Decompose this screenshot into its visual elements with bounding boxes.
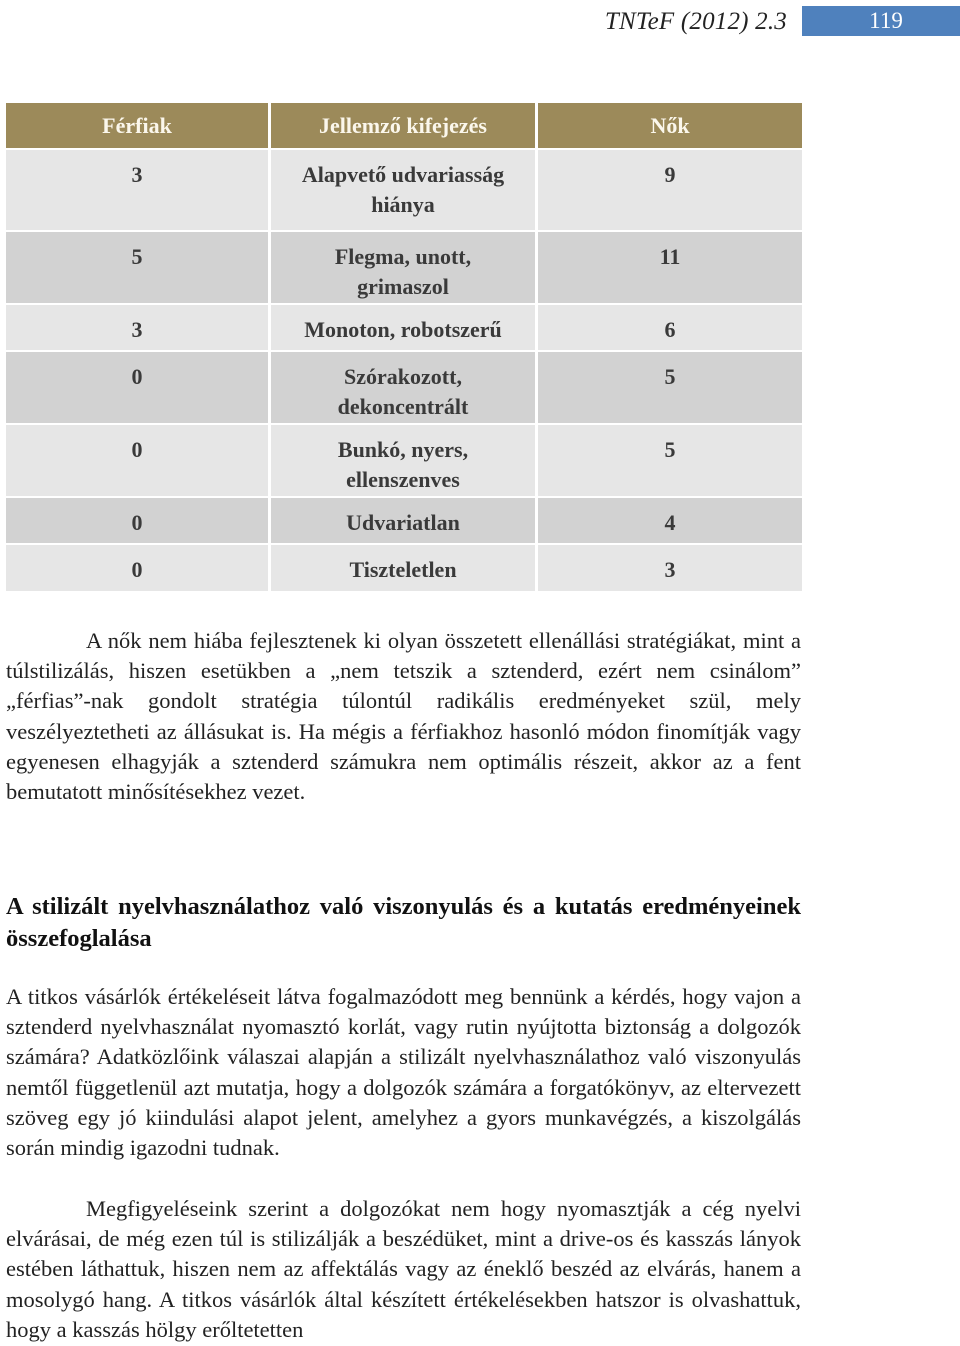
page-number: 119 (802, 6, 960, 36)
cell-men: 0 (6, 544, 270, 591)
cell-expression: Tiszteletlen (270, 544, 537, 591)
cell-women: 6 (537, 304, 803, 351)
cell-expression (270, 351, 537, 424)
cell-men: 3 (6, 149, 270, 231)
header-women: Nők (537, 103, 803, 149)
table-row (6, 544, 802, 591)
cell-expression (270, 231, 537, 304)
body-paragraph: A nők nem hiába fejlesztenek ki olyan összetett ellenállási stratégiákat, mint a túlstilizálás, hiszen esetükben a „nem tetszik a sztenderd, ezért nem csinálom” „férfias”-nak gondolt stratégia túlontúl radikális eredményeket szül, mely veszélyeztetheti az állásukat is. Ha mégis a férfiakhoz hasonló módon finomítják vagy egyenesen elhagyják a sztenderd számukra nem optimális részeit, akkor az a fent bemutatott minősítésekhez vezet. (6, 628, 801, 805)
cell-expression (270, 149, 537, 231)
cell-women: 3 (537, 544, 803, 591)
table-row (6, 497, 802, 544)
cell-men: 0 (6, 424, 270, 497)
table-row (6, 424, 802, 497)
header-men: Férfiak (6, 103, 270, 149)
cell-men: 0 (6, 351, 270, 424)
results-table (6, 103, 802, 591)
expression-text: Alapvető udvariasság hiánya (301, 162, 505, 217)
page-header (0, 6, 960, 38)
expression-text: Flegma, unott, grimaszol (334, 244, 472, 299)
cell-women: 9 (537, 149, 803, 231)
cell-men: 5 (6, 231, 270, 304)
section-heading: A stilizált nyelvhasználathoz való viszonyulás és a kutatás eredményeinek összefoglalása (6, 893, 801, 952)
cell-men: 0 (6, 497, 270, 544)
body-paragraph: Megfigyeléseink szerint a dolgozókat nem hogy nyomasztják a cég nyelvi elvárásai, de még ezen túl is stilizálják a beszédüket, mint a drive-os és kasszás lányok estében láthattuk, hiszen nem az affektálás vagy az éneklő beszéd az elvárás, hanem a mosolygó hang. A titkos vásárlók által készített értékelésekben hatszor is olvashattuk, hogy a kasszás hölgy erőltetetten (6, 1196, 801, 1342)
table-row (6, 149, 802, 231)
table-row (6, 231, 802, 304)
cell-women: 4 (537, 497, 803, 544)
cell-expression (270, 424, 537, 497)
body-paragraph: A titkos vásárlók értékeléseit látva fogalmazódott meg bennünk a kérdés, hogy vajon a sztenderd nyelvhasználat nyomasztó korlát, vagy rutin nyújtotta biztonság a dolgozók számára? Adatközlőink válaszai alapján a stilizált nyelvhasználathoz való viszonyulás nemtől függetlenül azt mutatja, hogy a dolgozók számára a forgatókönyv, az eltervezett szöveg egy jó kiindulási alapot jelent, amelyhez a gyors munkavégzés, a kiszolgálás során mindig igazodni tudnak. (6, 984, 801, 1161)
table-row (6, 304, 802, 351)
cell-women: 5 (537, 424, 803, 497)
table-header-row (6, 103, 802, 149)
cell-women: 5 (537, 351, 803, 424)
journal-reference: TNTeF (2012) 2.3 (604, 8, 787, 35)
cell-men: 3 (6, 304, 270, 351)
table-row (6, 351, 802, 424)
cell-expression: Udvariatlan (270, 497, 537, 544)
cell-expression: Monoton, robotszerű (270, 304, 537, 351)
expression-text: Szórakozott, dekoncentrált (337, 364, 469, 419)
header-expression: Jellemző kifejezés (270, 103, 537, 149)
cell-women: 11 (537, 231, 803, 304)
expression-text: Bunkó, nyers, ellenszenves (337, 437, 469, 492)
